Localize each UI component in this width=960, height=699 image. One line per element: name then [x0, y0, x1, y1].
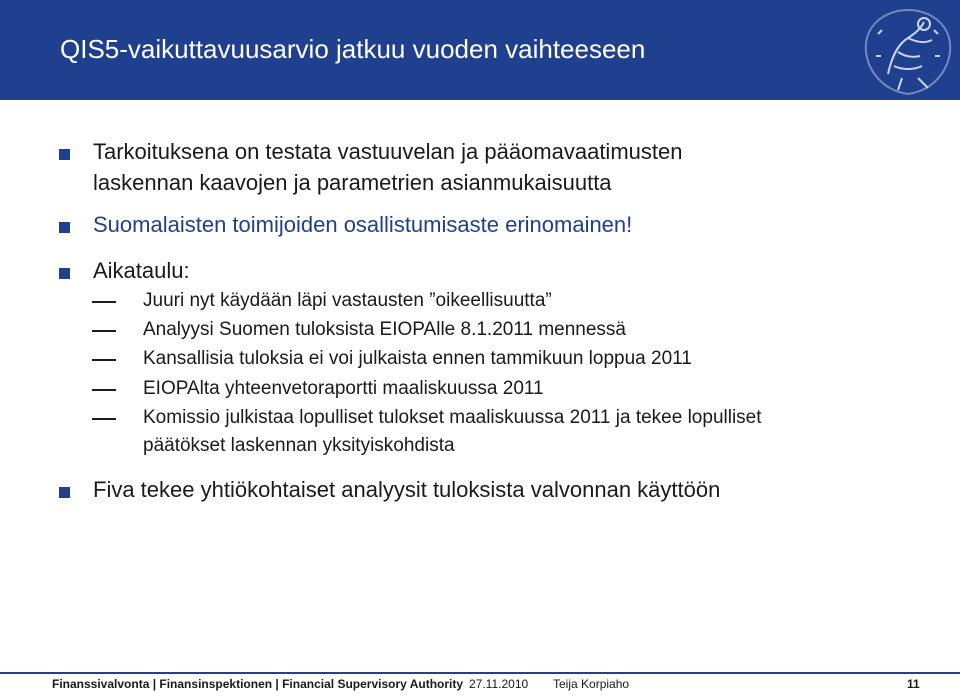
bullet-text: laskennan kaavojen ja parametrien asianmukaisuutta — [93, 170, 612, 195]
dash-bullet-icon — [92, 389, 116, 391]
square-bullet-icon — [59, 149, 70, 160]
subbullet-text: päätökset laskennan yksityiskohdista — [143, 435, 455, 456]
lion-crest-icon — [858, 4, 958, 98]
page-number: 11 — [907, 677, 920, 691]
footer-author: Teija Korpiaho — [553, 677, 630, 691]
footer-organization: Finanssivalvonta | Finansinspektionen | Financial Supervisory Authority — [52, 677, 464, 691]
dash-bullet-icon — [92, 330, 116, 332]
footer-divider — [0, 672, 960, 674]
slide-header — [0, 0, 960, 100]
subbullet-text: Kansallisia tuloksia ei voi julkaista ennen tammikuun loppua 2011 — [143, 348, 692, 369]
square-bullet-icon — [59, 268, 70, 279]
bullet-text: Suomalaisten toimijoiden osallistumisaste erinomainen! — [93, 212, 633, 237]
dash-bullet-icon — [92, 418, 116, 420]
bullet-text: Tarkoituksena on testata vastuuvelan ja pääomavaatimusten — [93, 139, 683, 164]
bullet-text: Fiva tekee yhtiökohtaiset analyysit tuloksista valvonnan käyttöön — [93, 477, 721, 502]
dash-bullet-icon — [92, 359, 116, 361]
square-bullet-icon — [59, 487, 70, 498]
bullet-text: Aikataulu: — [93, 258, 190, 283]
subbullet-text: Analyysi Suomen tuloksista EIOPAlle 8.1.2011 mennessä — [143, 319, 626, 340]
subbullet-text: EIOPAlta yhteenvetoraportti maaliskuussa 2011 — [143, 378, 544, 399]
subbullet-text: Juuri nyt käydään läpi vastausten ”oikeellisuutta” — [143, 290, 552, 311]
footer-date: 27.11.2010 — [469, 677, 529, 691]
slide-title: QIS5-vaikuttavuusarvio jatkuu vuoden vaihteeseen — [60, 34, 646, 64]
dash-bullet-icon — [92, 301, 116, 303]
subbullet-text: Komissio julkistaa lopulliset tulokset maaliskuussa 2011 ja tekee lopulliset — [143, 407, 762, 428]
square-bullet-icon — [59, 222, 70, 233]
